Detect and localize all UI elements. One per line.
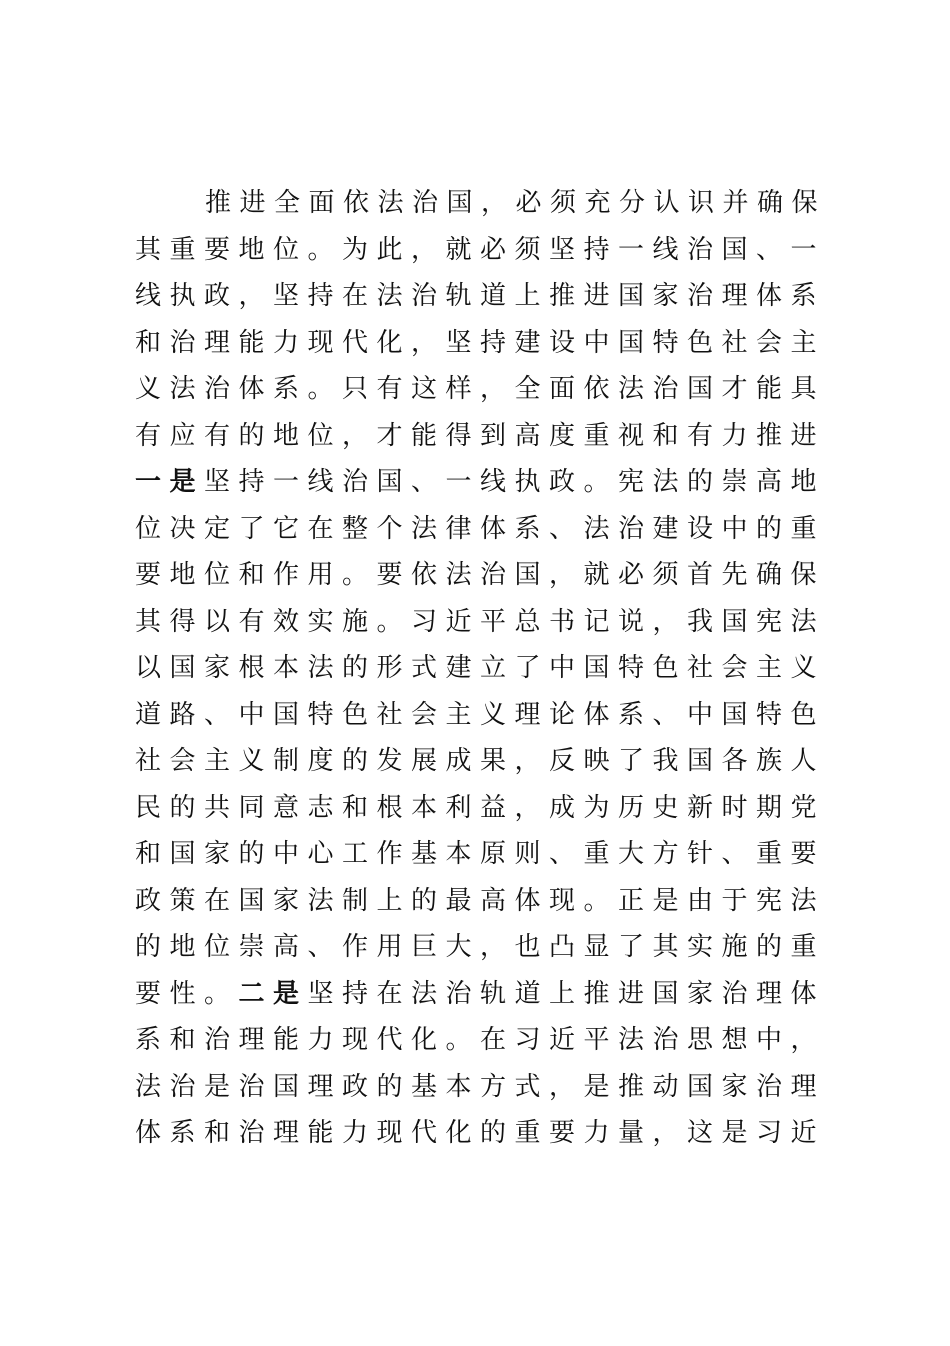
- text-line: 和治理能力现代化，坚持建设中国特色社会主: [135, 327, 826, 358]
- text-line: 系和治理能力现代化。在习近平法治思想中，: [135, 1025, 826, 1055]
- text-segment: 坚持在法治轨道上推进国家治理体: [307, 978, 826, 1009]
- text-line: [135, 459, 825, 506]
- text-line: 其得以有效实施。习近平总书记说，我国宪法: [135, 606, 826, 637]
- point-two-label: 二是: [238, 978, 308, 1009]
- text-segment: 要性。: [135, 978, 239, 1009]
- text-line: 政策在国家法制上的最高体现。正是由于宪法: [135, 885, 826, 916]
- text-line: 要地位和作用。要依法治国，就必须首先确保: [135, 560, 826, 590]
- text-line: 和国家的中心工作基本原则、重大方针、重要: [135, 839, 826, 869]
- text-line: 推进全面依法治国，必须充分认识并确保: [205, 188, 827, 218]
- text-line: 的地位崇高、作用巨大，也凸显了其实施的重: [135, 932, 826, 962]
- text-line: 体系和治理能力现代化的重要力量，这是习近: [135, 1118, 826, 1148]
- text-line: [135, 971, 825, 1018]
- text-line: 民的共同意志和根本利益，成为历史新时期党: [135, 792, 826, 823]
- text-line: 线执政，坚持在法治轨道上推进国家治理体系: [135, 281, 826, 311]
- text-line: 义法治体系。只有这样，全面依法治国才能具: [135, 374, 826, 404]
- text-line: 以国家根本法的形式建立了中国特色社会主义: [135, 653, 826, 683]
- body-paragraph: [135, 180, 825, 1157]
- text-line: 道路、中国特色社会主义理论体系、中国特色: [135, 699, 826, 730]
- point-one-label: 一是: [135, 467, 205, 497]
- text-line: 法治是治国理政的基本方式，是推动国家治理: [135, 1071, 826, 1102]
- text-line: 其重要地位。为此，就必须坚持一线治国、一: [135, 234, 826, 265]
- text-line: 有应有的地位，才能得到高度重视和有力推进: [135, 420, 826, 451]
- text-line: 社会主义制度的发展成果，反映了我国各族人: [135, 746, 826, 776]
- text-line: 位决定了它在整个法律体系、法治建设中的重: [135, 513, 826, 544]
- text-segment: 坚持一线治国、一线执政。宪法的崇高地: [204, 467, 826, 497]
